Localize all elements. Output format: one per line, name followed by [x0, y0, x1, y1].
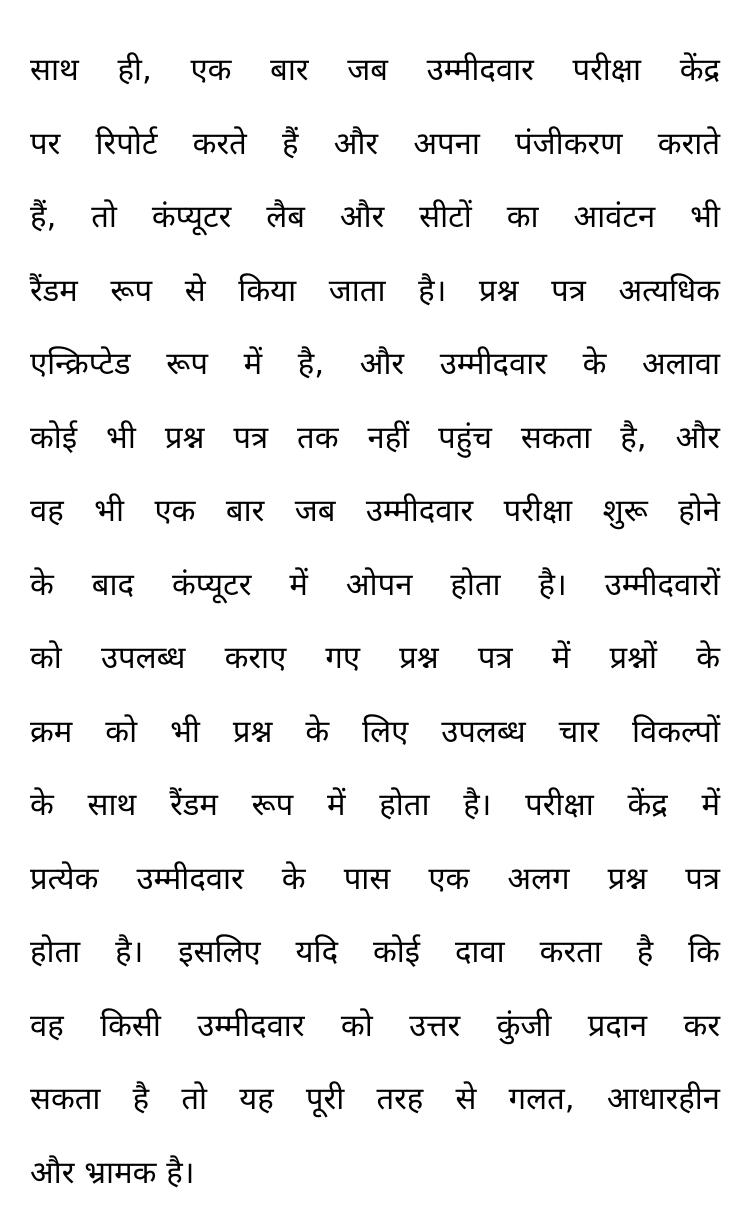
paragraph-line: और भ्रामक है। — [30, 1137, 720, 1210]
paragraph-line: के साथ रैंडम रूप में होता है। परीक्षा केंद्र में — [30, 769, 720, 843]
paragraph-line: वह किसी उम्मीदवार को उत्तर कुंजी प्रदान कर — [30, 990, 720, 1064]
paragraph-line: वह भी एक बार जब उम्मीदवार परीक्षा शुरू होने — [30, 475, 720, 549]
paragraph-line: कोई भी प्रश्न पत्र तक नहीं पहुंच सकता है, और — [30, 402, 720, 476]
paragraph-line: सकता है तो यह पूरी तरह से गलत, आधारहीन — [30, 1063, 720, 1137]
paragraph-line: साथ ही, एक बार जब उम्मीदवार परीक्षा केंद्र — [30, 34, 720, 108]
paragraph-line: को उपलब्ध कराए गए प्रश्न पत्र में प्रश्नों के — [30, 622, 720, 696]
paragraph-line: प्रत्येक उम्मीदवार के पास एक अलग प्रश्न पत्र — [30, 843, 720, 917]
paragraph-line: रैंडम रूप से किया जाता है। प्रश्न पत्र अत्यधिक — [30, 255, 720, 329]
paragraph-line: एन्क्रिप्टेड रूप में है, और उम्मीदवार के अलावा — [30, 328, 720, 402]
paragraph-line: पर रिपोर्ट करते हैं और अपना पंजीकरण कराते — [30, 108, 720, 182]
paragraph-line: के बाद कंप्यूटर में ओपन होता है। उम्मीदवारों — [30, 549, 720, 623]
paragraph-line: क्रम को भी प्रश्न के लिए उपलब्ध चार विकल्पों — [30, 696, 720, 770]
document-paragraph — [30, 34, 720, 1210]
paragraph-line: हैं, तो कंप्यूटर लैब और सीटों का आवंटन भी — [30, 181, 720, 255]
paragraph-line: होता है। इसलिए यदि कोई दावा करता है कि — [30, 916, 720, 990]
